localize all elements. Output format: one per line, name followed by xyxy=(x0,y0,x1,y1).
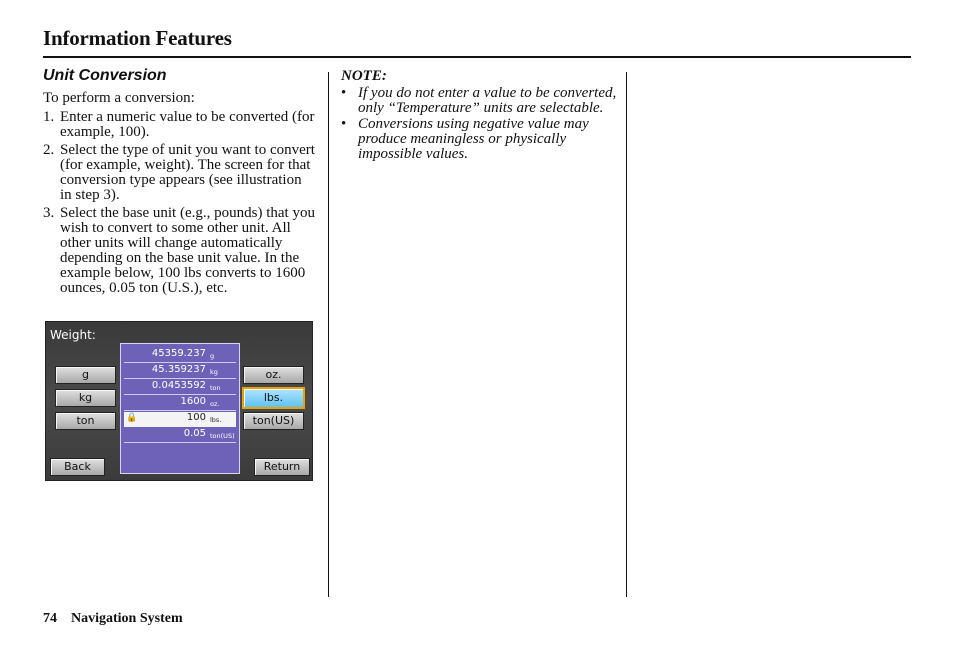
result-row-base xyxy=(124,412,236,427)
screen-title: Weight: xyxy=(50,328,96,342)
result-unit: g xyxy=(210,352,215,360)
page-number: 74 xyxy=(43,611,57,626)
step-number: 2. xyxy=(43,142,55,158)
note-column xyxy=(341,69,621,163)
intro-text: To perform a conversion: xyxy=(43,90,195,106)
result-value: 0.05 xyxy=(183,428,206,439)
result-row xyxy=(124,364,236,379)
bullet-icon: • xyxy=(341,116,347,132)
page-title: Information Features xyxy=(43,26,232,50)
unit-conversion-screen xyxy=(45,321,313,481)
result-value: 0.0453592 xyxy=(151,380,206,391)
note-title: NOTE: xyxy=(341,68,387,84)
result-value: 45359.237 xyxy=(151,348,206,359)
result-unit: lbs. xyxy=(210,416,222,424)
note-item xyxy=(341,86,621,116)
result-value: 1600 xyxy=(180,396,206,407)
step-number: 3. xyxy=(43,205,55,221)
step-text: Select the base unit (e.g., pounds) that you wish to convert to some other unit. All other units will change automatically depending on the base unit value. In the example below, 100 lbs converts to 1600 ounces, 0.05 ton (U.S.), etc. xyxy=(60,205,315,296)
left-column xyxy=(43,67,315,299)
book-title: Navigation System xyxy=(71,611,183,626)
section-title: Unit Conversion xyxy=(43,67,167,84)
note-item xyxy=(341,117,621,162)
lock-icon: 🔒 xyxy=(126,413,138,423)
step-text: Select the type of unit you want to convert (for example, weight). The screen for that conversion type appears (see illustration in step 3). xyxy=(60,142,315,203)
page-footer xyxy=(43,611,183,627)
step-3 xyxy=(43,206,315,296)
note-text: Conversions using negative value may produce meaningless or physically impossible values. xyxy=(358,116,589,162)
unit-button-oz[interactable]: oz. xyxy=(243,366,304,384)
result-row xyxy=(124,396,236,411)
unit-button-ton-us[interactable]: ton(US) xyxy=(243,412,304,430)
unit-button-g[interactable]: g xyxy=(55,366,116,384)
back-button[interactable]: Back xyxy=(50,458,105,476)
result-row xyxy=(124,380,236,395)
return-button[interactable]: Return xyxy=(254,458,310,476)
step-2 xyxy=(43,143,315,203)
result-unit: ton xyxy=(210,384,221,392)
result-unit: oz. xyxy=(210,400,220,408)
step-number: 1. xyxy=(43,109,55,125)
result-row xyxy=(124,428,236,443)
result-value: 100 xyxy=(186,412,206,423)
note-text: If you do not enter a value to be converted, only “Temperature” units are selectable. xyxy=(358,85,617,116)
steps-list xyxy=(43,110,315,296)
column-divider xyxy=(328,72,329,597)
step-1 xyxy=(43,110,315,140)
unit-button-lbs[interactable]: lbs. xyxy=(242,387,305,409)
result-value: 45.359237 xyxy=(151,364,206,375)
unit-button-ton[interactable]: ton xyxy=(55,412,116,430)
unit-button-kg[interactable]: kg xyxy=(55,389,116,407)
step-text: Enter a numeric value to be converted (for example, 100). xyxy=(60,109,315,140)
bullet-icon: • xyxy=(341,85,347,101)
conversion-results-panel xyxy=(120,343,240,474)
result-row xyxy=(124,348,236,363)
result-unit: ton(US) xyxy=(210,432,235,440)
column-divider xyxy=(626,72,627,597)
header-rule xyxy=(43,56,911,58)
result-unit: kg xyxy=(210,368,218,376)
note-list xyxy=(341,86,621,162)
